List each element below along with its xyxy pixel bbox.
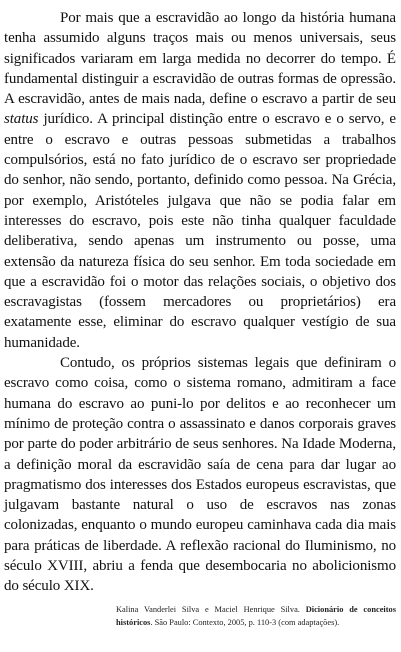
text-passage xyxy=(4,8,396,597)
paragraph-2: Contudo, os próprios sistemas legais que definiram o escravo como coisa, como o sistema romano, admitiram a face humana do escravo ao puni-lo por delitos e ao reconhecer um mínimo de proteção contra o assassinato e danos corporais graves por parte do poder arbitrário de seus senhores. Na Idade Moderna, a definição moral da escravidão saía de cena para dar lugar ao pragmatismo dos interesses dos Estados europeus escravistas, que julgavam bastante natural o uso de escravos nas zonas colonizadas, enquanto o mundo europeu caminhava cada dia mais para práticas de liberdade. A reflexão racional do Iluminismo, no século XVIII, abriu a fenda que desembocaria no abolicionismo do século XIX. xyxy=(4,355,396,595)
citation-publication: . São Paulo: Contexto, 2005, p. 110-3 (com adaptações). xyxy=(150,617,340,627)
status-italic-word: status xyxy=(4,111,39,128)
citation-title: Dicionário de conceitos históricos xyxy=(116,605,396,627)
paragraph-1 xyxy=(4,8,396,353)
citation-authors: Kalina Vanderlei Silva e Maciel Henrique Silva. xyxy=(116,605,306,614)
paragraph-1-part-b: jurídico. A principal distinção entre o escravo e o servo, e entre o escravo e outras pessoas submetidas a trabalhos compulsórios, está no fato jurídico de o escravo ser propriedade do senhor, não sendo, portanto, definido como pessoa. Na Grécia, por exemplo, Aristóteles julgava que não se podia falar em interesses do escravo, pois este não tinha qualquer faculdade deliberativa, sendo apenas um instrumento ou posse, uma extensão da natureza física do seu senhor. Em toda sociedade em que a escravidão foi o motor das relações sociais, o objetivo dos escravagistas (fossem mercadores ou proprietários) era exatamente esse, eliminar do escravo qualquer vestígio de sua humanidade. xyxy=(4,111,396,351)
source-citation xyxy=(116,604,396,629)
paragraph-1-part-a: Por mais que a escravidão ao longo da história humana tenha assumido alguns traços mais ou menos universais, seus significados variaram em larga medida no decorrer do tempo. É fundamental distinguir a escravidão de outras formas de opressão. A escravidão, antes de mais nada, define o escravo a partir de seu xyxy=(4,10,396,108)
